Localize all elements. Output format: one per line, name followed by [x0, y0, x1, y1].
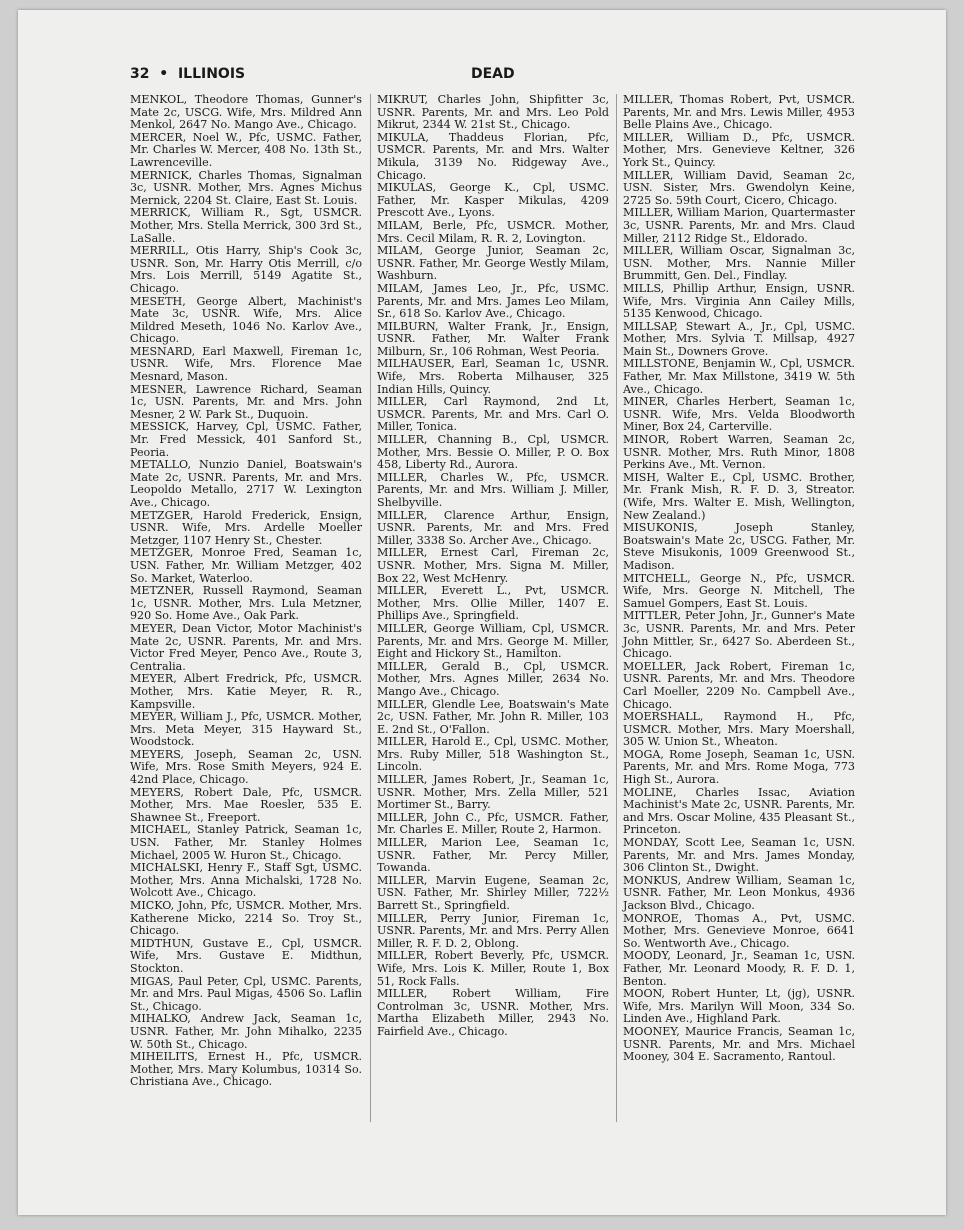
casualty-entry: MILLER, Clarence Arthur, Ensign, USNR. Parents, Mr. and Mrs. Fred Miller, 3338 So. Archer Ave., Chicago. [377, 508, 609, 547]
header-bullet: • [159, 66, 169, 82]
casualty-entry: MONKUS, Andrew William, Seaman 1c, USNR. Father, Mr. Leon Monkus, 4936 Jackson Blvd., Chicago. [623, 873, 855, 912]
casualty-entry: MERCER, Noel W., Pfc, USMC. Father, Mr. Charles W. Mercer, 408 No. 13th St., Lawrenceville. [130, 130, 362, 169]
casualty-entry: MIGAS, Paul Peter, Cpl, USMC. Parents, Mr. and Mrs. Paul Migas, 4506 So. Laflin St., Chicago. [130, 974, 362, 1013]
casualty-entry: MEYER, Dean Victor, Motor Machinist's Mate 2c, USNR. Parents, Mr. and Mrs. Victor Fred Meyer, Penco Ave., Route 3, Centralia. [130, 621, 362, 673]
casualty-entry: MITCHELL, George N., Pfc, USMCR. Wife, Mrs. George N. Mitchell, The Samuel Gompers, East St. Louis. [623, 571, 855, 610]
casualty-entry: MERRICK, William R., Sgt, USMCR. Mother, Mrs. Stella Merrick, 300 3rd St., LaSalle. [130, 206, 362, 245]
casualty-entry: MILLER, George William, Cpl, USMCR. Parents, Mr. and Mrs. George M. Miller, Eight and Hickory St., Hamilton. [377, 621, 609, 661]
casualty-entry: MITTLER, Peter John, Jr., Gunner's Mate 3c, USNR. Parents, Mr. and Mrs. Peter John Mittler, Sr., 6427 So. Aberdeen St., Chicago. [623, 609, 855, 661]
casualty-entry: MILLER, John C., Pfc, USMCR. Father, Mr. Charles E. Miller, Route 2, Harmon. [377, 810, 609, 837]
casualty-entry: MOERSHALL, Raymond H., Pfc, USMCR. Mother, Mrs. Mary Moershall, 305 W. Union St., Wheaton. [623, 710, 855, 749]
section-title: DEAD [471, 66, 515, 82]
casualty-entry: MESNARD, Earl Maxwell, Fireman 1c, USNR. Wife, Mrs. Florence Mae Mesnard, Mason. [130, 344, 362, 384]
casualty-entry: MILLER, James Robert, Jr., Seaman 1c, USNR. Mother, Mrs. Zella Miller, 521 Mortimer St., Barry. [377, 773, 609, 812]
casualty-entry: MIDTHUN, Gustave E., Cpl, USMCR. Wife, Mrs. Gustave E. Midthun, Stockton. [130, 936, 362, 975]
casualty-entry: MILLER, Carl Raymond, 2nd Lt, USMCR. Parents, Mr. and Mrs. Carl O. Miller, Tonica. [377, 395, 609, 434]
casualty-entry: MEYERS, Joseph, Seaman 2c, USN. Wife, Mrs. Rose Smith Meyers, 924 E. 42nd Place, Chicago. [130, 747, 362, 787]
casualty-entry: MINOR, Robert Warren, Seaman 2c, USNR. Mother, Mrs. Ruth Minor, 1808 Perkins Ave., Mt. Vernon. [623, 433, 855, 472]
casualty-entry: MILLS, Phillip Arthur, Ensign, USNR. Wife, Mrs. Virginia Ann Cailey Mills, 5135 Kenwood, Chicago. [623, 281, 855, 321]
casualty-entry: MICHAEL, Stanley Patrick, Seaman 1c, USN. Father, Mr. Stanley Holmes Michael, 2005 W. Huron St., Chicago. [130, 823, 362, 862]
casualty-entry: MEYER, Albert Fredrick, Pfc, USMCR. Mother, Mrs. Katie Meyer, R. R., Kampsville. [130, 672, 362, 711]
casualty-entry: METZGER, Monroe Fred, Seaman 1c, USN. Father, Mr. William Metzger, 402 So. Market, Waterloo. [130, 546, 362, 585]
casualty-entry: MILLER, William David, Seaman 2c, USN. Sister, Mrs. Gwendolyn Keine, 2725 So. 59th Court, Cicero, Chicago. [623, 168, 855, 207]
casualty-entry: MIHEILITS, Ernest H., Pfc, USMCR. Mother, Mrs. Mary Kolumbus, 10314 So. Christiana Ave., Chicago. [130, 1050, 362, 1089]
header-left [130, 66, 245, 82]
casualty-entry: MILHAUSER, Earl, Seaman 1c, USNR. Wife, Mrs. Roberta Milhauser, 325 Indian Hills, Quincy. [377, 357, 609, 396]
casualty-entry: MICKO, John, Pfc, USMCR. Mother, Mrs. Katherene Micko, 2214 So. Troy St., Chicago. [130, 899, 362, 938]
casualty-entry: MOON, Robert Hunter, Lt, (jg), USNR. Wife, Mrs. Marilyn Will Moon, 334 So. Linden Ave., Highland Park. [623, 987, 855, 1026]
casualty-entry: MILLER, Robert William, Fire Controlman 3c, USNR. Mother, Mrs. Martha Elizabeth Miller, 2943 No. Fairfield Ave., Chicago. [377, 987, 609, 1038]
casualty-entry: MOELLER, Jack Robert, Fireman 1c, USNR. Parents, Mr. and Mrs. Theodore Carl Moeller, 2209 No. Campbell Ave., Chicago. [623, 659, 855, 711]
casualty-entry: MILLER, Harold E., Cpl, USMC. Mother, Mrs. Ruby Miller, 518 Washington St., Lincoln. [377, 735, 609, 774]
page-header [130, 66, 830, 86]
casualty-entry: MESSICK, Harvey, Cpl, USMC. Father, Mr. Fred Messick, 401 Sanford St., Peoria. [130, 420, 362, 459]
casualty-entry: MOLINE, Charles Issac, Aviation Machinist's Mate 2c, USNR. Parents, Mr. and Mrs. Oscar Moline, 435 Pleasant St., Princeton. [623, 785, 855, 837]
column-divider [370, 94, 371, 1122]
casualty-entry: MINER, Charles Herbert, Seaman 1c, USNR. Wife, Mrs. Velda Bloodworth Miner, Box 24, Carterville. [623, 395, 855, 434]
casualty-entry: MIKRUT, Charles John, Shipfitter 3c, USNR. Parents, Mr. and Mrs. Leo Pold Mikrut, 2344 W. 21st St., Chicago. [377, 93, 609, 132]
casualty-entry: MIHALKO, Andrew Jack, Seaman 1c, USNR. Father, Mr. John Mihalko, 2235 W. 50th St., Chicago. [130, 1012, 362, 1051]
casualty-entry: MONROE, Thomas A., Pvt, USMC. Mother, Mrs. Genevieve Monroe, 6641 So. Wentworth Ave., Chicago. [623, 911, 855, 950]
casualty-entry: MILLER, Channing B., Cpl, USMCR. Mother, Mrs. Bessie O. Miller, P. O. Box 458, Liberty Rd., Aurora. [377, 433, 609, 472]
page-number: 32 [130, 66, 150, 82]
casualty-entry: MILAM, George Junior, Seaman 2c, USNR. Father, Mr. George Westly Milam, Washburn. [377, 244, 609, 283]
casualty-entry: MILLER, Gerald B., Cpl, USMCR. Mother, Mrs. Agnes Miller, 2634 No. Mango Ave., Chicago. [377, 659, 609, 698]
casualty-entry: MENKOL, Theodore Thomas, Gunner's Mate 2c, USCG. Wife, Mrs. Mildred Ann Menkol, 2647 No. Mango Ave., Chicago. [130, 93, 362, 132]
casualty-entry: MICHALSKI, Henry F., Staff Sgt, USMC. Mother, Mrs. Anna Michalski, 1728 No. Wolcott Ave., Chicago. [130, 861, 362, 900]
casualty-entry: MONDAY, Scott Lee, Seaman 1c, USN. Parents, Mr. and Mrs. James Monday, 306 Clinton St., Dwight. [623, 836, 855, 875]
column-3 [623, 94, 855, 1064]
casualty-entry: MILLER, William Marion, Quartermaster 3c, USNR. Parents, Mr. and Mrs. Claud Miller, 2112 Ridge St., Eldorado. [623, 206, 855, 245]
casualty-entry: METZGER, Harold Frederick, Ensign, USNR. Wife, Mrs. Ardelle Moeller Metzger, 1107 Henry St., Chester. [130, 508, 362, 547]
casualty-entry: MILLER, Charles W., Pfc, USMCR. Parents, Mr. and Mrs. William J. Miller, Shelbyville. [377, 470, 609, 509]
column-2 [377, 94, 609, 1039]
casualty-entry: MOONEY, Maurice Francis, Seaman 1c, USNR. Parents, Mr. and Mrs. Michael Mooney, 304 E. Sacramento, Rantoul. [623, 1024, 855, 1064]
casualty-entry: MILAM, James Leo, Jr., Pfc, USMC. Parents, Mr. and Mrs. James Leo Milam, Sr., 618 So. Karlov Ave., Chicago. [377, 281, 609, 321]
casualty-entry: MOGA, Rome Joseph, Seaman 1c, USN. Parents, Mr. and Mrs. Rome Moga, 773 High St., Aurora. [623, 747, 855, 787]
casualty-entry: METZNER, Russell Raymond, Seaman 1c, USNR. Mother, Mrs. Lula Metzner, 920 So. Home Ave., Oak Park. [130, 584, 362, 623]
casualty-entry: MILLER, Everett L., Pvt, USMCR. Mother, Mrs. Ollie Miller, 1407 E. Phillips Ave., Springfield. [377, 584, 609, 623]
casualty-entry: MEYER, William J., Pfc, USMCR. Mother, Mrs. Meta Meyer, 315 Hayward St., Woodstock. [130, 710, 362, 749]
casualty-entry: MILLER, William D., Pfc, USMCR. Mother, Mrs. Genevieve Keltner, 326 York St., Quincy. [623, 130, 855, 169]
casualty-entry: MISH, Walter E., Cpl, USMC. Brother, Mr. Frank Mish, R. F. D. 3, Streator. (Wife, Mrs. Walter E. Mish, Wellington, New Zealand.) [623, 470, 855, 522]
casualty-entry: MILLER, William Oscar, Signalman 3c, USN. Mother, Mrs. Nannie Miller Brummitt, Gen. Del., Findlay. [623, 244, 855, 283]
casualty-entry: METALLO, Nunzio Daniel, Boatswain's Mate 2c, USNR. Parents, Mr. and Mrs. Leopoldo Metallo, 2717 W. Lexington Ave., Chicago. [130, 458, 362, 509]
casualty-entry: MILLER, Ernest Carl, Fireman 2c, USNR. Mother, Mrs. Signa M. Miller, Box 22, West McHenry. [377, 546, 609, 585]
state-name: ILLINOIS [177, 66, 246, 82]
casualty-entry: MESNER, Lawrence Richard, Seaman 1c, USN. Parents, Mr. and Mrs. John Mesner, 2 W. Park St., Duquoin. [130, 382, 362, 421]
casualty-entry: MEYERS, Robert Dale, Pfc, USMCR. Mother, Mrs. Mae Roesler, 535 E. Shawnee St., Freeport. [130, 785, 362, 824]
casualty-entry: MILLER, Thomas Robert, Pvt, USMCR. Parents, Mr. and Mrs. Lewis Miller, 4953 Belle Plains Ave., Chicago. [623, 93, 855, 132]
casualty-entry: MISUKONIS, Joseph Stanley, Boatswain's Mate 2c, USCG. Father, Mr. Steve Misukonis, 1009 Greenwood St., Madison. [623, 521, 855, 572]
casualty-entry: MILAM, Berle, Pfc, USMCR. Mother, Mrs. Cecil Milam, R. R. 2, Lovington. [377, 218, 609, 245]
casualty-entry: MILLER, Glendle Lee, Boatswain's Mate 2c, USN. Father, Mr. John R. Miller, 103 E. 2nd St., O'Fallon. [377, 697, 609, 736]
casualty-entry: MILLSTONE, Benjamin W., Cpl, USMCR. Father, Mr. Max Millstone, 3419 W. 5th Ave., Chicago. [623, 357, 855, 396]
casualty-entry: MIKULAS, George K., Cpl, USMC. Father, Mr. Kasper Mikulas, 4209 Prescott Ave., Lyons. [377, 181, 609, 220]
casualty-entry: MILLER, Marion Lee, Seaman 1c, USNR. Father, Mr. Percy Miller, Towanda. [377, 836, 609, 875]
casualty-entry: MILBURN, Walter Frank, Jr., Ensign, USNR. Father, Mr. Walter Frank Milburn, Sr., 106 Rohman, West Peoria. [377, 319, 609, 358]
casualty-entry: MIKULA, Thaddeus Florian, Pfc, USMCR. Parents, Mr. and Mrs. Walter Mikula, 3139 No. Ridgeway Ave., Chicago. [377, 130, 609, 182]
casualty-entry: MILLER, Robert Beverly, Pfc, USMCR. Wife, Mrs. Lois K. Miller, Route 1, Box 51, Rock Falls. [377, 949, 609, 988]
casualty-entry: MILLER, Perry Junior, Fireman 1c, USNR. Parents, Mr. and Mrs. Perry Allen Miller, R. F. D. 2, Oblong. [377, 911, 609, 950]
casualty-entry: MOODY, Leonard, Jr., Seaman 1c, USN. Father, Mr. Leonard Moody, R. F. D. 1, Benton. [623, 949, 855, 988]
casualty-entry: MERRILL, Otis Harry, Ship's Cook 3c, USNR. Son, Mr. Harry Otis Merrill, c/o Mrs. Lois Merrill, 5149 Agatite St., Chicago. [130, 244, 362, 295]
casualty-entry: MILLSAP, Stewart A., Jr., Cpl, USMC. Mother, Mrs. Sylvia T. Millsap, 4927 Main St., Downers Grove. [623, 319, 855, 358]
casualty-entry: MESETH, George Albert, Machinist's Mate 3c, USNR. Wife, Mrs. Alice Mildred Meseth, 1046 No. Karlov Ave., Chicago. [130, 294, 362, 346]
column-divider [616, 94, 617, 1122]
column-1 [130, 94, 362, 1089]
casualty-entry: MILLER, Marvin Eugene, Seaman 2c, USN. Father, Mr. Shirley Miller, 722½ Barrett St., Springfield. [377, 873, 609, 912]
casualty-entry: MERNICK, Charles Thomas, Signalman 3c, USNR. Mother, Mrs. Agnes Michus Mernick, 2204 St. Claire, East St. Louis. [130, 168, 362, 207]
